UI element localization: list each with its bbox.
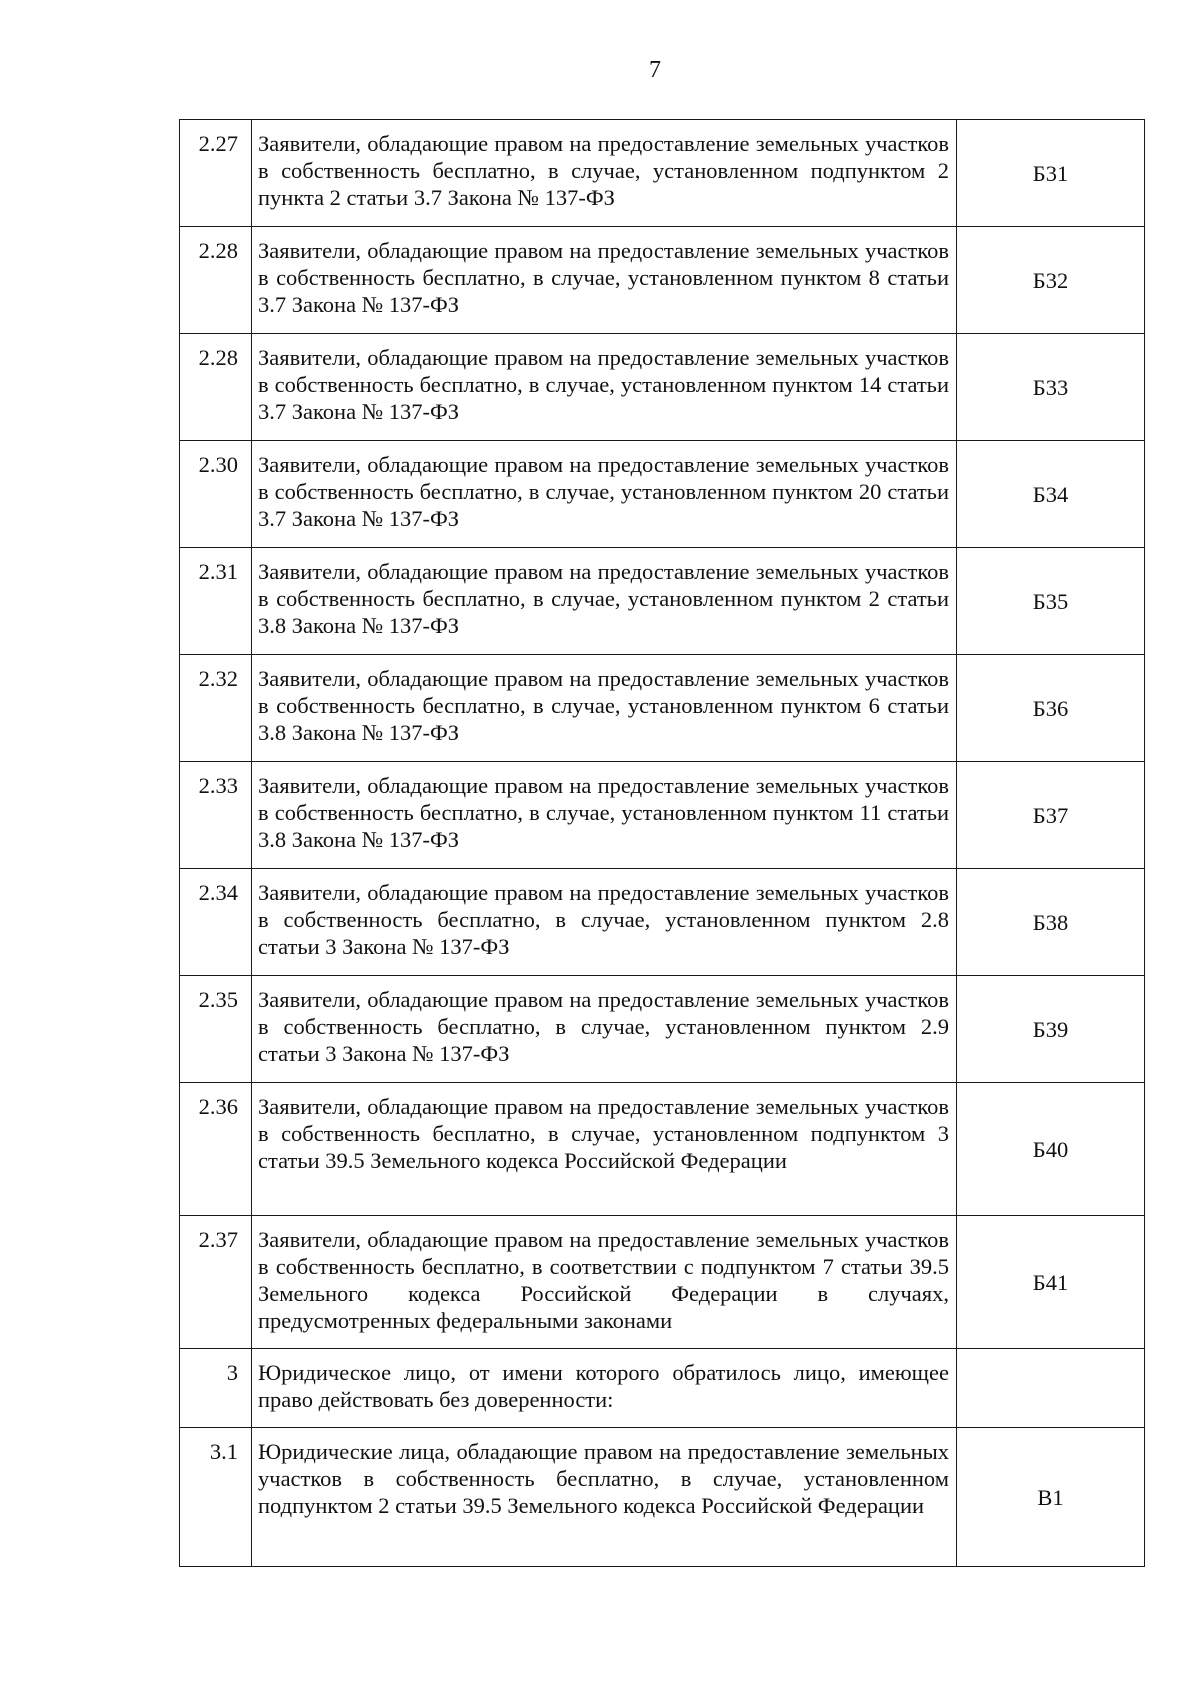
page-number: 7 [649, 57, 661, 83]
row-description: Заявители, обладающие правом на предоставление земельных участков в собственность бесплатно, в случае, установленном пунктом 11 статьи 3.8 Закона № 137-ФЗ [252, 762, 957, 869]
table-row [180, 762, 1145, 869]
row-number: 2.34 [180, 869, 252, 976]
row-description: Заявители, обладающие правом на предоставление земельных участков в собственность бесплатно, в случае, установленном пунктом 2 статьи 3.8 Закона № 137-ФЗ [252, 548, 957, 655]
table-row [180, 441, 1145, 548]
table-row [180, 334, 1145, 441]
table-row [180, 227, 1145, 334]
table-row [180, 869, 1145, 976]
row-description: Заявители, обладающие правом на предоставление земельных участков в собственность бесплатно, в соответствии с подпунктом 7 статьи 39.5 Земельного кодекса Российской Федерации в случаях, предусмотренных федеральными законами [252, 1216, 957, 1349]
row-number: 2.27 [180, 120, 252, 227]
row-number: 2.32 [180, 655, 252, 762]
row-code: Б39 [957, 976, 1145, 1083]
row-code: Б36 [957, 655, 1145, 762]
row-code [957, 1349, 1145, 1428]
table-row [180, 1216, 1145, 1349]
table-row [180, 1349, 1145, 1428]
row-description: Заявители, обладающие правом на предоставление земельных участков в собственность бесплатно, в случае, установленном пунктом 8 статьи 3.7 Закона № 137-ФЗ [252, 227, 957, 334]
table-row [180, 655, 1145, 762]
row-code: Б35 [957, 548, 1145, 655]
row-number: 2.33 [180, 762, 252, 869]
row-number: 2.35 [180, 976, 252, 1083]
row-number: 2.28 [180, 227, 252, 334]
row-code: Б32 [957, 227, 1145, 334]
row-number: 2.28 [180, 334, 252, 441]
row-code: Б33 [957, 334, 1145, 441]
table-row [180, 120, 1145, 227]
row-description: Заявители, обладающие правом на предоставление земельных участков в собственность бесплатно, в случае, установленном пунктом 2.8 статьи 3 Закона № 137-ФЗ [252, 869, 957, 976]
row-number: 3 [180, 1349, 252, 1428]
row-description: Заявители, обладающие правом на предоставление земельных участков в собственность бесплатно, в случае, установленном подпунктом 2 пункта 2 статьи 3.7 Закона № 137-ФЗ [252, 120, 957, 227]
row-number: 2.36 [180, 1083, 252, 1216]
row-code: Б31 [957, 120, 1145, 227]
table-row [180, 976, 1145, 1083]
row-number: 2.30 [180, 441, 252, 548]
row-description: Заявители, обладающие правом на предоставление земельных участков в собственность бесплатно, в случае, установленном пунктом 20 статьи 3.7 Закона № 137-ФЗ [252, 441, 957, 548]
row-description: Юридические лица, обладающие правом на предоставление земельных участков в собственность бесплатно, в случае, установленном подпунктом 2 статьи 39.5 Земельного кодекса Российской Федерации [252, 1428, 957, 1567]
row-description: Заявители, обладающие правом на предоставление земельных участков в собственность бесплатно, в случае, установленном пунктом 6 статьи 3.8 Закона № 137-ФЗ [252, 655, 957, 762]
row-code: Б34 [957, 441, 1145, 548]
row-code: Б41 [957, 1216, 1145, 1349]
table-row [180, 1083, 1145, 1216]
row-description: Юридическое лицо, от имени которого обратилось лицо, имеющее право действовать без доверенности: [252, 1349, 957, 1428]
row-description: Заявители, обладающие правом на предоставление земельных участков в собственность бесплатно, в случае, установленном подпунктом 3 статьи 39.5 Земельного кодекса Российской Федерации [252, 1083, 957, 1216]
row-number: 3.1 [180, 1428, 252, 1567]
applicants-table [179, 119, 1145, 1567]
row-description: Заявители, обладающие правом на предоставление земельных участков в собственность бесплатно, в случае, установленном пунктом 14 статьи 3.7 Закона № 137-ФЗ [252, 334, 957, 441]
table-row [180, 548, 1145, 655]
row-code: В1 [957, 1428, 1145, 1567]
row-number: 2.31 [180, 548, 252, 655]
row-description: Заявители, обладающие правом на предоставление земельных участков в собственность бесплатно, в случае, установленном пунктом 2.9 статьи 3 Закона № 137-ФЗ [252, 976, 957, 1083]
row-code: Б40 [957, 1083, 1145, 1216]
row-number: 2.37 [180, 1216, 252, 1349]
row-code: Б37 [957, 762, 1145, 869]
row-code: Б38 [957, 869, 1145, 976]
table-row [180, 1428, 1145, 1567]
